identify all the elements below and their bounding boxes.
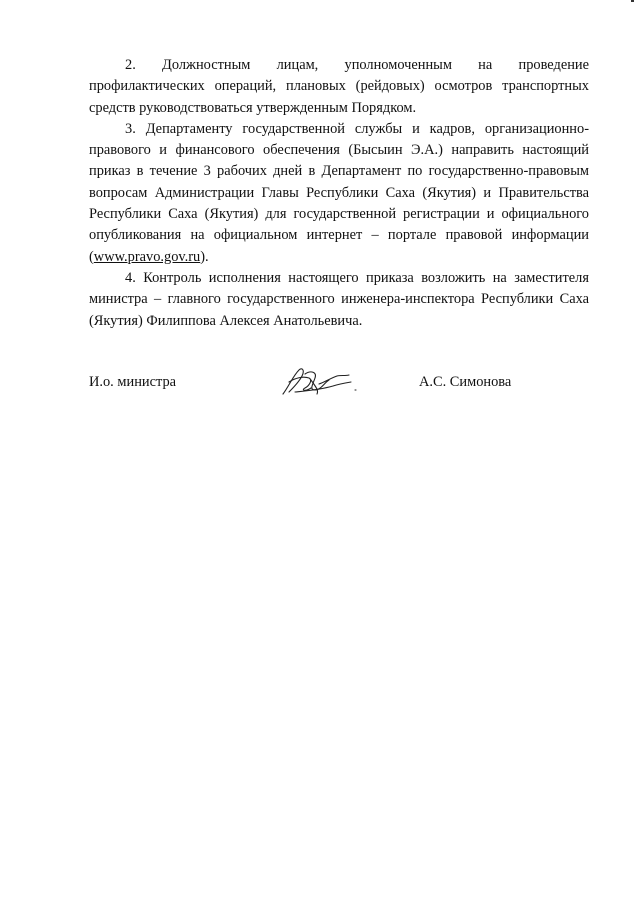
paragraph-4 bbox=[89, 268, 589, 332]
paragraph-2 bbox=[89, 55, 589, 119]
pravo-link[interactable]: www.pravo.gov.ru bbox=[93, 248, 201, 265]
paragraph-4-text: 4. Контроль исполнения настоящего приказа возложить на заместителя министра – главного государственного инженера-инспектора Республики Саха (Якутия) Филиппова Алексея Анатольевича. bbox=[89, 269, 589, 329]
document-body bbox=[89, 55, 589, 332]
paragraph-3-closing: ). bbox=[200, 248, 209, 265]
paragraph-3 bbox=[89, 119, 589, 268]
signatory-name: А.С. Симонова bbox=[419, 374, 512, 390]
paragraph-3-text: 3. Департаменту государственной службы и кадров, организационно-правового и финансового обеспечения (Бысыин Э.А.) направить настоящий приказ в течение 3 рабочих дней в Департамент по государственно-правовым вопросам Администрации Главы Республики Саха (Якутия) и Правительства Республики Саха (Якутия) для государственной регистрации и официального опубликования на официальном интернет – портале правовой информации ( bbox=[89, 120, 589, 265]
scan-mark bbox=[631, 0, 634, 2]
paragraph-2-text: 2. Должностным лицам, уполномоченным на проведение профилактических операций, плановых (рейдовых) осмотров транспортных средств руководствоваться утвержденным Порядком. bbox=[89, 57, 589, 116]
handwritten-signature bbox=[275, 364, 365, 398]
signature-block bbox=[89, 364, 589, 404]
signatory-position: И.о. министра bbox=[89, 374, 177, 390]
